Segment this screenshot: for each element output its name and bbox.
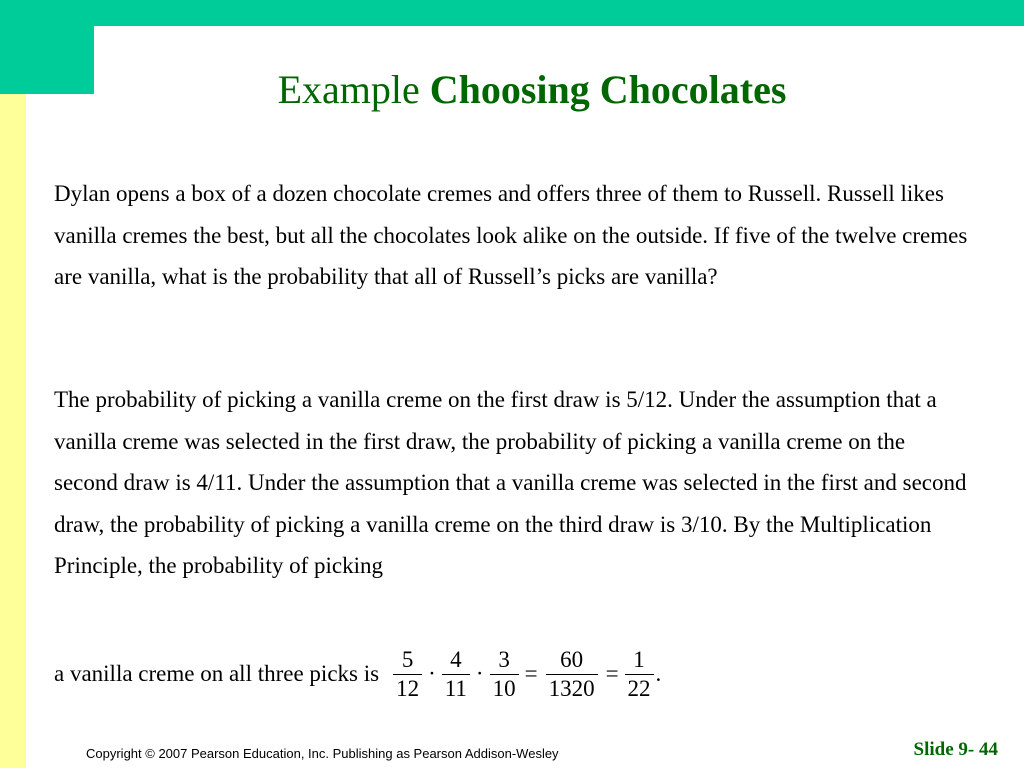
slide-number: Slide 9- 44 <box>913 739 998 760</box>
equation-period: . <box>655 661 662 686</box>
final-equation-line <box>54 641 661 707</box>
top-accent-bar <box>0 0 1024 26</box>
fraction-denominator: 22 <box>625 674 654 703</box>
fraction-numerator: 3 <box>498 646 510 672</box>
title-main: Choosing Chocolates <box>429 67 787 112</box>
problem-paragraph: Dylan opens a box of a dozen chocolate cremes and offers three of them to Russell. Russell likes vanilla cremes the best, but all the chocolates look alike on the outside. If five of the twelve cremes are vanilla, what is the probability that all of Russell’s picks are vanilla? <box>54 181 968 289</box>
final-line-text: a vanilla creme on all three picks is <box>54 661 380 686</box>
fraction-numerator: 1 <box>633 646 645 672</box>
multiply-dot: · <box>428 661 436 686</box>
fraction-3-10 <box>490 646 519 703</box>
copyright-footer: Copyright © 2007 Pearson Education, Inc. Publishing as Pearson Addison-Wesley <box>86 746 559 761</box>
fraction-60-1320 <box>544 646 600 703</box>
fraction-5-12 <box>393 646 422 703</box>
equals-sign: = <box>524 661 538 686</box>
fraction-numerator: 5 <box>401 646 414 672</box>
slide-title <box>0 66 1024 113</box>
equals-sign: = <box>605 661 619 686</box>
fraction-numerator: 60 <box>560 646 584 672</box>
title-prefix: Example <box>277 67 420 112</box>
fraction-denominator: 12 <box>393 674 422 703</box>
left-accent-bar <box>0 94 26 768</box>
multiply-dot: · <box>475 661 484 686</box>
fraction-numerator: 4 <box>450 646 462 672</box>
fraction-4-11 <box>442 646 470 703</box>
fraction-denominator: 1320 <box>546 674 598 703</box>
solution-paragraph: The probability of picking a vanilla creme on the first draw is 5/12. Under the assumption that a vanilla creme was selected in the first draw, the probability of picking a vanilla creme on the second draw is 4/11. Under the assumption that a vanilla creme was selected in the first and second draw, the probability of picking a vanilla creme on the third draw is 3/10. By the Multiplication Principle, the probability of picking <box>54 387 967 578</box>
fraction-1-22 <box>625 646 654 703</box>
fraction-denominator: 10 <box>490 674 519 703</box>
fraction-denominator: 11 <box>442 674 470 703</box>
